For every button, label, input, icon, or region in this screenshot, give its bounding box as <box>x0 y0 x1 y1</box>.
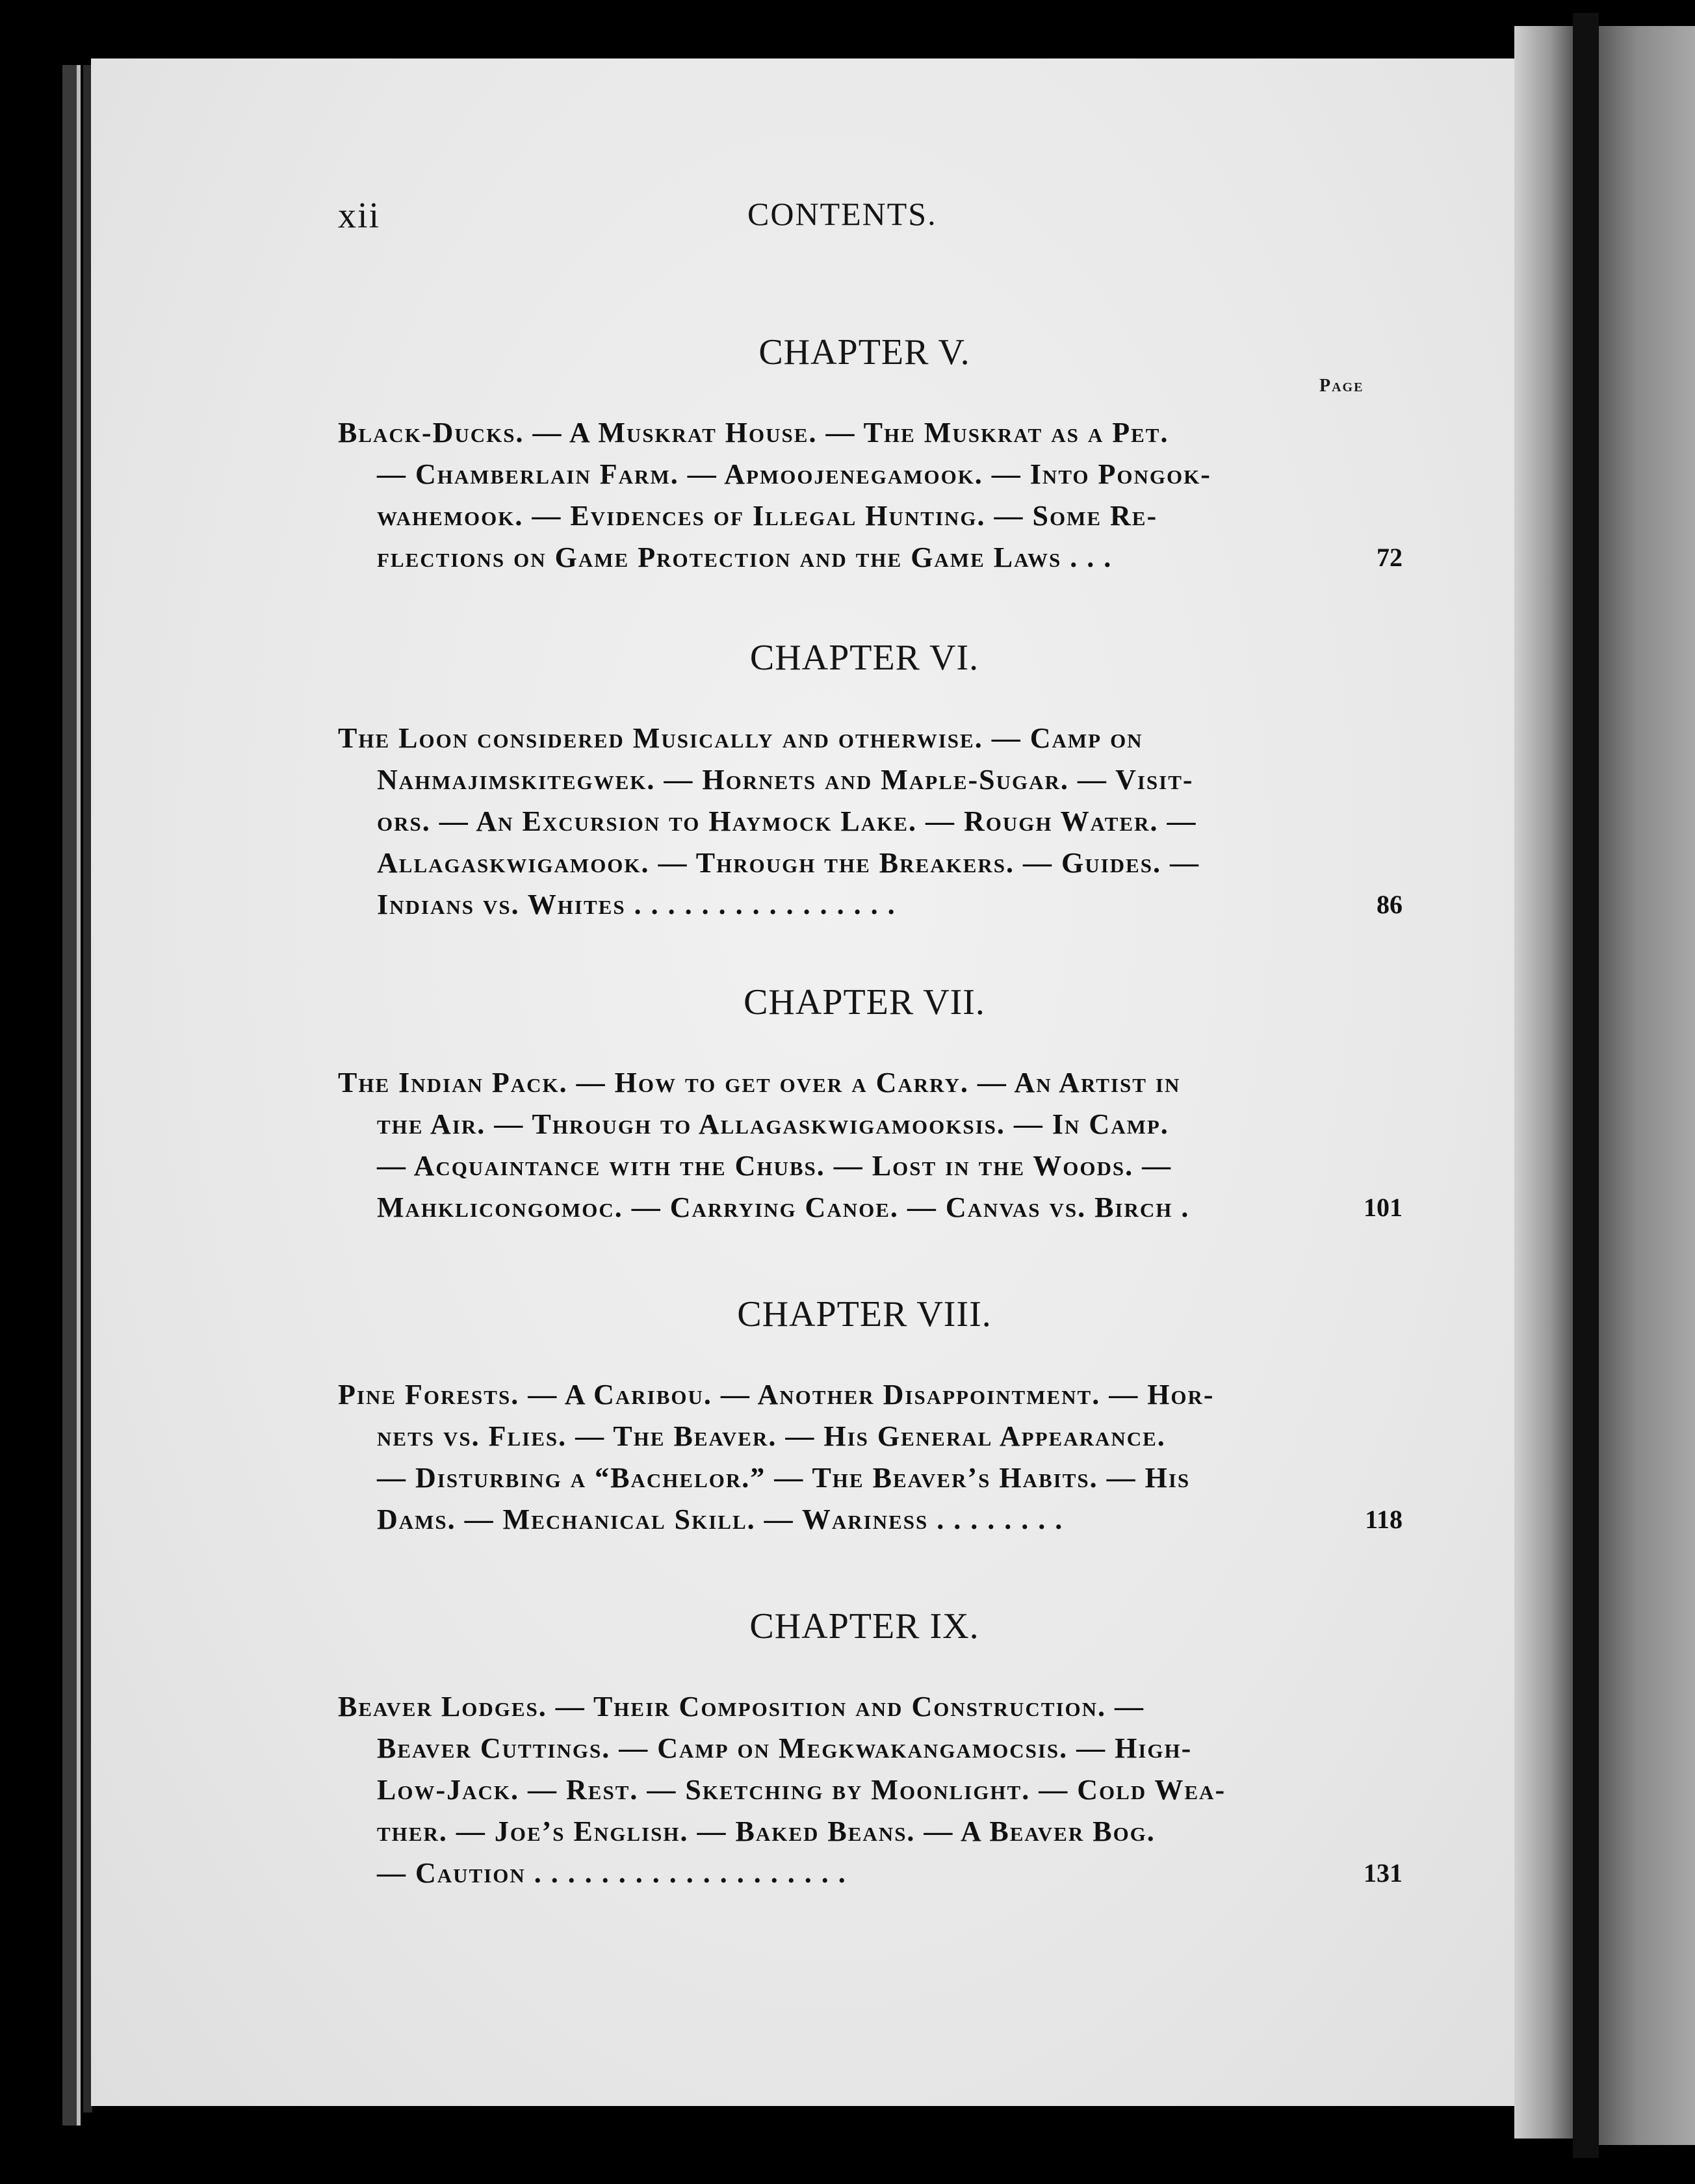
page-title: CONTENTS. <box>747 196 937 232</box>
page-number: 118 <box>1365 1505 1403 1534</box>
entry-line: Beaver Lodges. — Their Composition and Construction. — <box>338 1691 1145 1722</box>
entry-line: ther. — Joe’s English. — Baked Beans. — A Beaver Bog. <box>377 1815 1156 1847</box>
entry-line: Nahmajimskitegwek. — Hornets and Maple-Sugar. — Visit- <box>377 764 1194 796</box>
gutter-shadow <box>1514 26 1573 2138</box>
book-spine-edge <box>62 65 81 2126</box>
chapter-entry <box>338 1686 1403 1894</box>
chapter-block-vii <box>338 982 1403 1228</box>
facing-page-edge <box>1599 26 1695 2145</box>
entry-line: Allagaskwigamook. — Through the Breakers. — Guides. — <box>377 847 1200 879</box>
entry-line: flections on Game Protection and the Game Laws . . . <box>377 541 1113 573</box>
gutter-edge <box>1573 13 1599 2158</box>
entry-line: — Acquaintance with the Chubs. — Lost in the Woods. — <box>377 1150 1172 1182</box>
chapter-heading: CHAPTER VIII. <box>737 1294 992 1334</box>
page-column-label: Page <box>1319 376 1364 396</box>
entry-line: wahemook. — Evidences of Illegal Hunting. — Some Re- <box>377 500 1158 532</box>
entry-line: The Loon considered Musically and otherwise. — Camp on <box>338 722 1143 754</box>
entry-line: Black-Ducks. — A Muskrat House. — The Muskrat as a Pet. <box>338 417 1169 448</box>
chapter-heading: CHAPTER V. <box>758 332 970 372</box>
chapter-entry <box>338 718 1403 926</box>
chapter-block-vi <box>338 637 1403 926</box>
chapter-heading: CHAPTER VI. <box>749 638 979 678</box>
entry-line: Pine Forests. — A Caribou. — Another Disappointment. — Hor- <box>338 1379 1215 1410</box>
entry-line: Dams. — Mechanical Skill. — Wariness . . . . . . . . <box>377 1503 1064 1535</box>
entry-line: — Disturbing a “Bachelor.” — The Beaver’s Habits. — His <box>377 1462 1191 1494</box>
running-head <box>338 195 1573 247</box>
page-number: 86 <box>1377 890 1403 919</box>
chapter-entry <box>338 1062 1403 1228</box>
chapter-entry <box>338 1374 1403 1540</box>
entry-line: The Indian Pack. — How to get over a Carry. — An Artist in <box>338 1067 1181 1098</box>
chapter-heading: CHAPTER VII. <box>744 982 985 1022</box>
chapter-block-viii <box>338 1294 1403 1540</box>
chapter-heading: CHAPTER IX. <box>749 1606 979 1646</box>
page-number: 101 <box>1364 1193 1403 1222</box>
page-number: 72 <box>1377 543 1403 572</box>
entry-line: — Caution . . . . . . . . . . . . . . . . . . . <box>377 1857 847 1889</box>
page-number: 131 <box>1364 1858 1403 1888</box>
page-folio: xii <box>338 196 381 236</box>
entry-line: Beaver Cuttings. — Camp on Megkwakangamocsis. — High- <box>377 1732 1193 1764</box>
entry-line: Mahklicongomoc. — Carrying Canoe. — Canvas vs. Birch . <box>377 1191 1190 1223</box>
chapter-block-v <box>338 332 1403 578</box>
entry-line: the Air. — Through to Allagaskwigamooksis. — In Camp. <box>377 1108 1169 1140</box>
entry-line: ors. — An Excursion to Haymock Lake. — Rough Water. — <box>377 805 1197 837</box>
entry-line: Indians vs. Whites . . . . . . . . . . . . . . . . <box>377 889 896 920</box>
entry-line: nets vs. Flies. — The Beaver. — His General Appearance. <box>377 1420 1166 1452</box>
entry-line: Low-Jack. — Rest. — Sketching by Moonlight. — Cold Wea- <box>377 1774 1226 1806</box>
entry-line: — Chamberlain Farm. — Apmoojenegamook. — Into Pongok- <box>377 458 1211 490</box>
chapter-entry <box>338 412 1403 578</box>
chapter-block-ix <box>338 1606 1403 1894</box>
